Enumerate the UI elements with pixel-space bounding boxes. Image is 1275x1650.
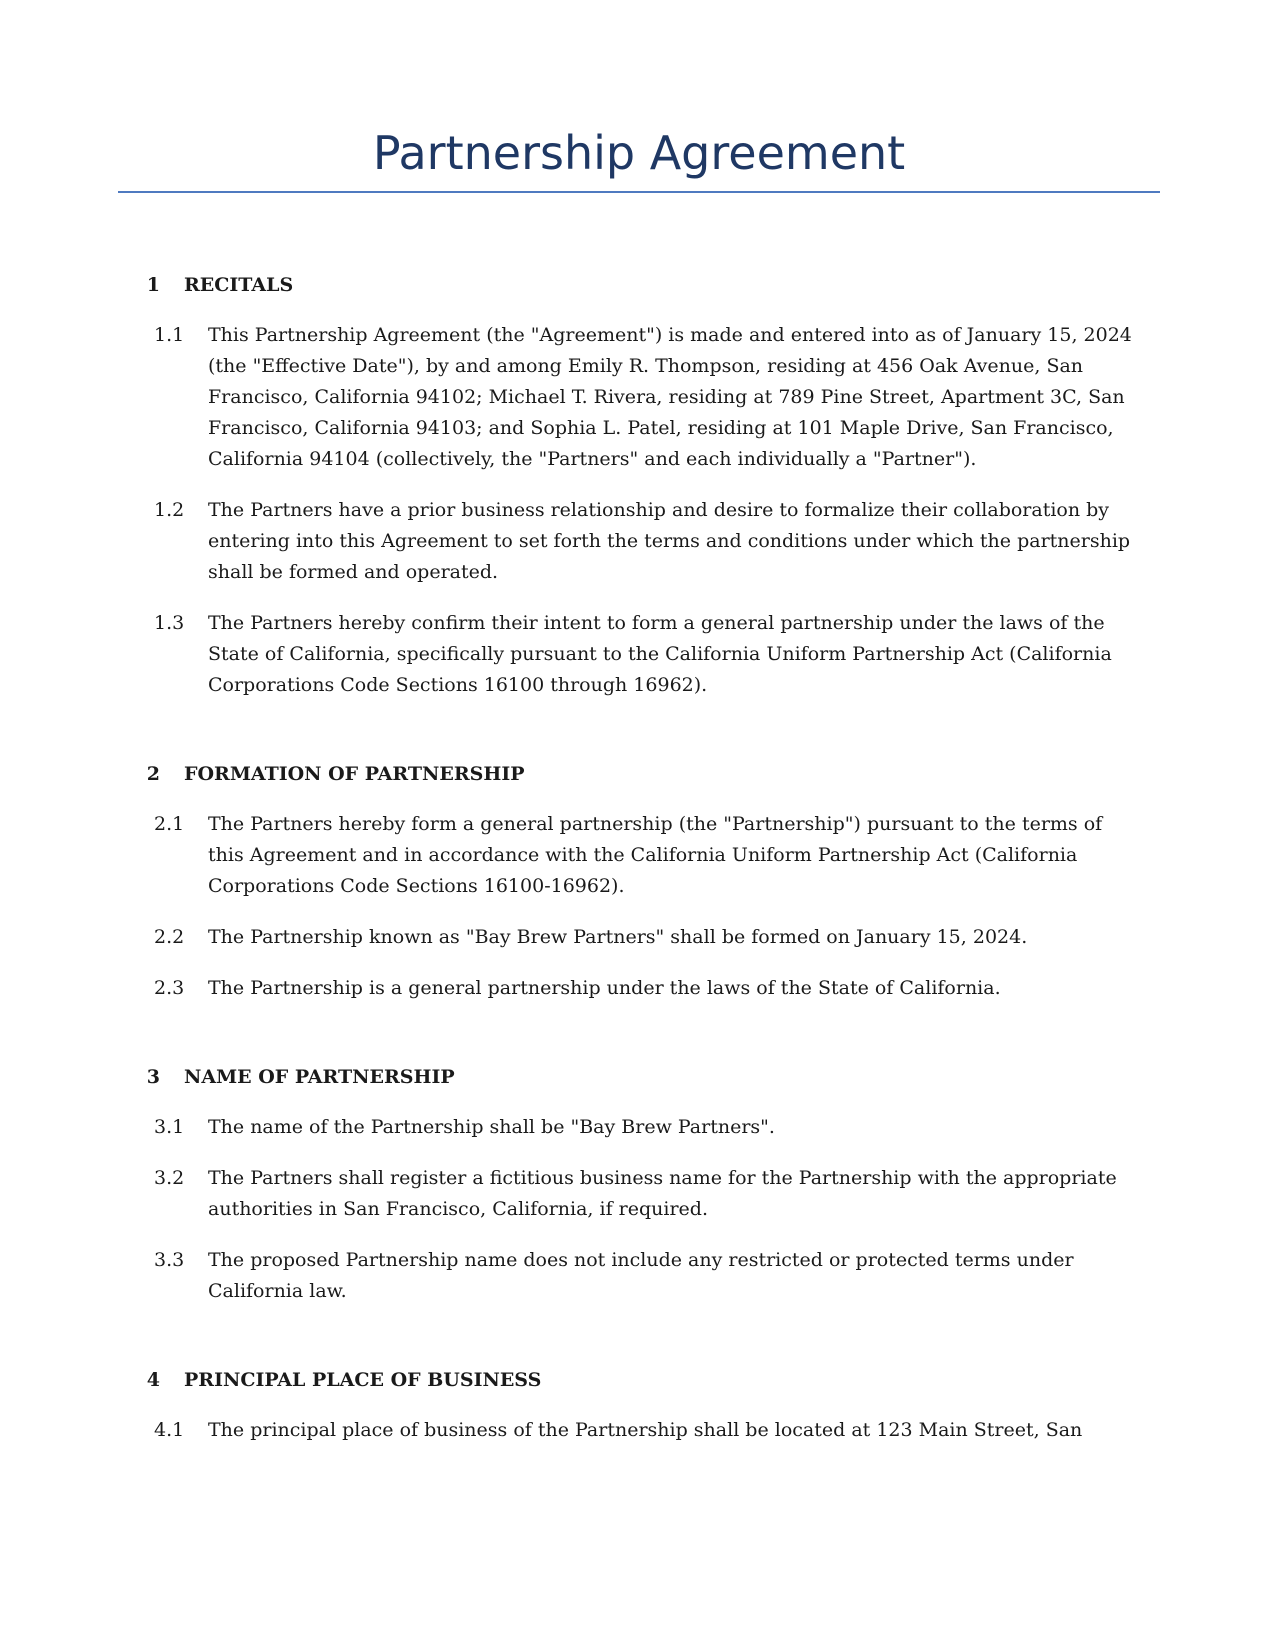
clause-text: This Partnership Agreement (the "Agreement") is made and entered into as of January 15, 2024 (the "Effective Date"), by and among Emily R. Thompson, residing at 456 Oak Avenue, San Francisco, California 94102; Michael T. Rivera, residing at 789 Pine Street, Apartment 3C, San Francisco, California 94103; and Sophia L. Patel, residing at 101 Maple Drive, San Francisco, California 94104 (collectively, the "Partners" and each individually a "Partner"). (208, 324, 1132, 470)
section-recitals (118, 270, 1160, 701)
section-title: RECITALS (184, 274, 294, 296)
clause (118, 495, 1160, 588)
clause (118, 809, 1160, 902)
clause-text: The Partnership known as "Bay Brew Partners" shall be formed on January 15, 2024. (208, 926, 1028, 948)
clause-number: 1.3 (154, 612, 185, 634)
clause-number: 2.1 (154, 813, 185, 835)
title-underline-rule (118, 191, 1160, 193)
clause-number: 2.3 (154, 977, 185, 999)
clause (118, 1415, 1160, 1446)
clause-text: The proposed Partnership name does not include any restricted or protected terms under California law. (208, 1249, 1074, 1302)
clause (118, 922, 1160, 953)
section-number: 4 (146, 1369, 160, 1391)
section-title: FORMATION OF PARTNERSHIP (184, 763, 525, 785)
section-title: PRINCIPAL PLACE OF BUSINESS (184, 1369, 542, 1391)
clause-number: 1.2 (154, 499, 185, 521)
clause-text: The Partners shall register a fictitious business name for the Partnership with the appropriate authorities in San Francisco, California, if required. (208, 1167, 1117, 1220)
clause (118, 1245, 1160, 1307)
document-body (118, 270, 1160, 1504)
clause-text: The Partnership is a general partnership under the laws of the State of California. (208, 977, 1001, 999)
section-heading (118, 270, 1160, 300)
clause-number: 1.1 (154, 324, 185, 346)
clause (118, 973, 1160, 1004)
clause-text: The Partners hereby confirm their intent to form a general partnership under the laws of the State of California, specifically pursuant to the California Uniform Partnership Act (California Corporations Code Sections 16100 through 16962). (208, 612, 1112, 696)
section-number: 2 (146, 763, 160, 785)
section-heading (118, 1365, 1160, 1395)
clause-text: The Partners hereby form a general partnership (the "Partnership") pursuant to the terms of this Agreement and in accordance with the California Uniform Partnership Act (California Corporations Code Sections 16100-16962). (208, 813, 1103, 897)
clause (118, 320, 1160, 475)
clause-text: The Partners have a prior business relationship and desire to formalize their collaboration by entering into this Agreement to set forth the terms and conditions under which the partnership shall be formed and operated. (208, 499, 1131, 583)
clause-number: 3.1 (154, 1116, 185, 1138)
section-heading (118, 1062, 1160, 1092)
clause-number: 4.1 (154, 1419, 185, 1441)
section-principal-place-of-business (118, 1365, 1160, 1446)
document-title: Partnership Agreement (372, 126, 906, 180)
clause-number: 3.3 (154, 1249, 185, 1271)
section-heading (118, 759, 1160, 789)
section-number: 3 (146, 1066, 160, 1088)
clause-number: 2.2 (154, 926, 185, 948)
clause-text: The principal place of business of the Partnership shall be located at 123 Main Street, San (208, 1419, 1083, 1441)
section-title: NAME OF PARTNERSHIP (184, 1066, 455, 1088)
clause-number: 3.2 (154, 1167, 185, 1189)
clause (118, 608, 1160, 701)
section-formation-of-partnership (118, 759, 1160, 1004)
clause (118, 1163, 1160, 1225)
section-name-of-partnership (118, 1062, 1160, 1307)
clause (118, 1112, 1160, 1143)
clause-text: The name of the Partnership shall be "Bay Brew Partners". (208, 1116, 775, 1138)
section-number: 1 (146, 274, 160, 296)
